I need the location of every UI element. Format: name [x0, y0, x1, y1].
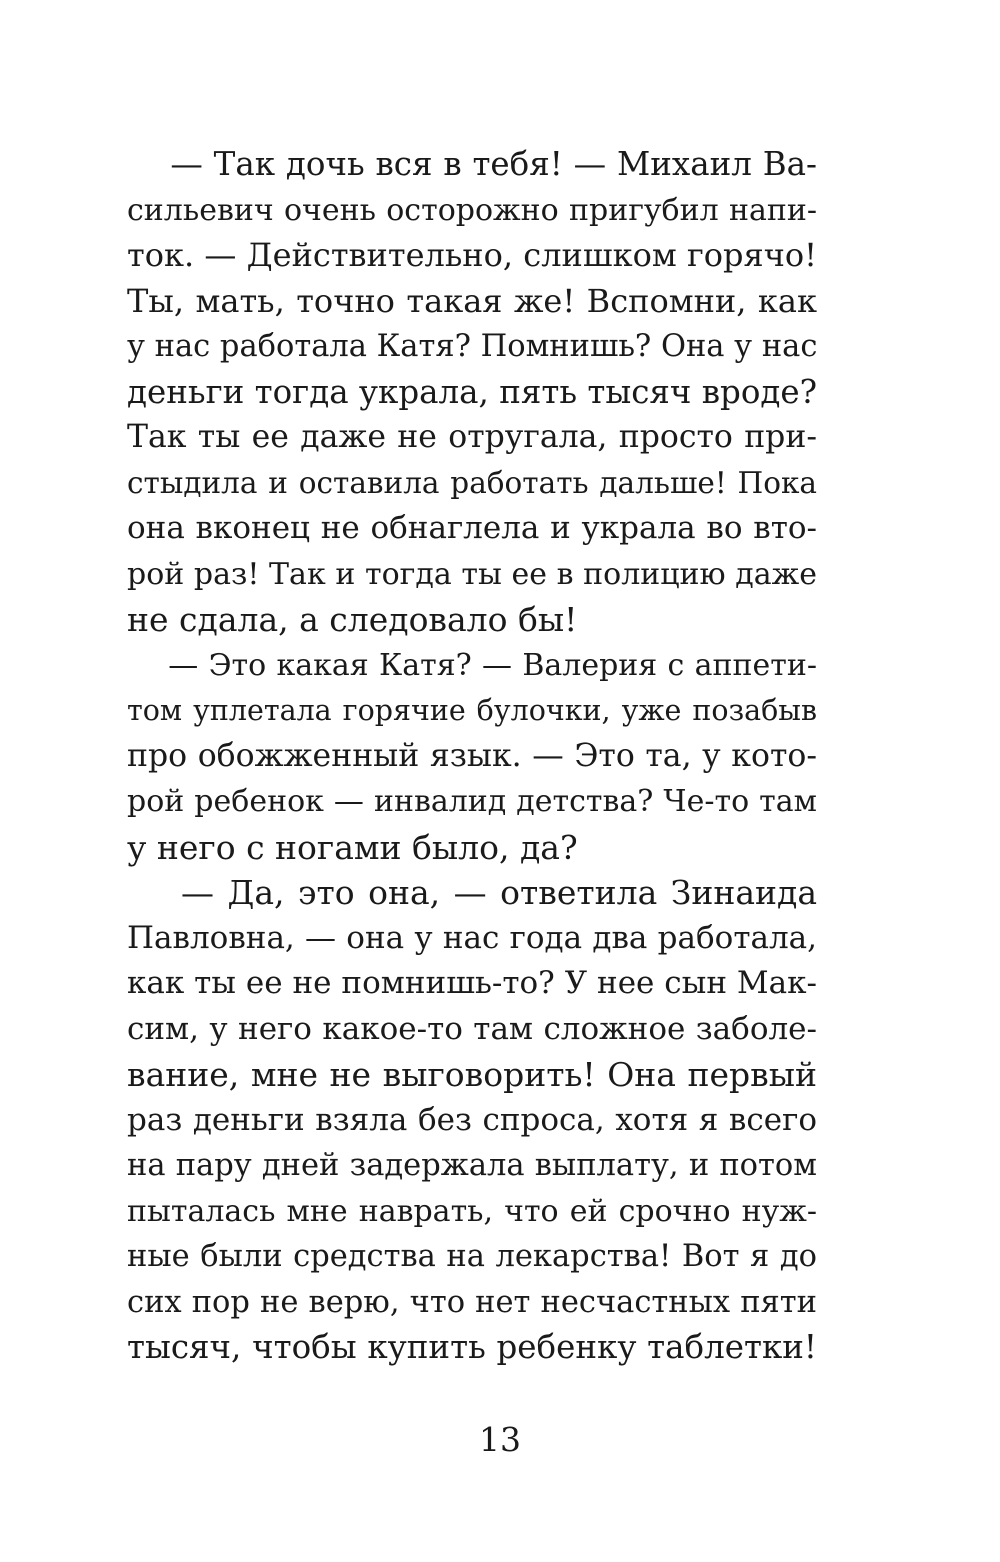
- text-line: рой раз! Так и тогда ты ее в полицию даже: [127, 556, 817, 592]
- text-line: Так ты ее даже не отругала, просто при-: [127, 419, 817, 455]
- text-line: у нас работала Катя? Помнишь? Она у нас: [127, 329, 818, 364]
- text-line: про обожженный язык. — Это та, у кото-: [127, 737, 817, 774]
- text-line: — Так дочь вся в тебя! — Михаил Ва-: [127, 145, 817, 183]
- text-line: не сдала, а следовало бы!: [127, 600, 578, 639]
- text-line: сим, у него какое-то там сложное заболе-: [127, 1010, 817, 1047]
- page-number: 13: [479, 1420, 521, 1459]
- text-line: пыталась мне наврать, что ей срочно нуж-: [127, 1193, 817, 1229]
- text-line: стыдила и оставила работать дальше! Пока: [127, 465, 817, 500]
- text-line: Павловна, — она у нас года два работала,: [127, 919, 817, 956]
- text-line: ток. — Действительно, слишком горячо!: [127, 236, 817, 274]
- text-line: деньги тогда украла, пять тысяч вроде?: [127, 372, 818, 411]
- text-line: Ты, мать, точно такая же! Вспомни, как: [127, 281, 817, 320]
- text-line: том уплетала горячие булочки, уже позабыв: [127, 694, 817, 727]
- text-line: — Это какая Катя? — Валерия с аппети-: [127, 647, 817, 683]
- text-line: на пару дней задержала выплату, и потом: [127, 1148, 817, 1183]
- text-line: вание, мне не выговорить! Она первый: [127, 1055, 817, 1094]
- text-line: тысяч, чтобы купить ребенку таблетки!: [127, 1328, 817, 1366]
- text-line: сих пор не верю, что нет несчастных пяти: [127, 1284, 817, 1320]
- body-text: [127, 142, 817, 1371]
- text-line: она вконец не обнаглела и украла во вто-: [127, 510, 817, 546]
- text-line: как ты ее не помнишь-то? У нее сын Мак-: [127, 965, 817, 1001]
- text-line: рой ребенок — инвалид детства? Че-то там: [127, 784, 817, 819]
- text-line: — Да, это она, — ответила Зинаида: [127, 873, 817, 912]
- text-line: сильевич очень осторожно пригубил напи-: [127, 192, 817, 228]
- text-line: у него с ногами было, да?: [127, 827, 578, 867]
- text-line: раз деньги взяла без спроса, хотя я всего: [127, 1101, 817, 1138]
- text-line: ные были средства на лекарства! Вот я до: [127, 1239, 817, 1274]
